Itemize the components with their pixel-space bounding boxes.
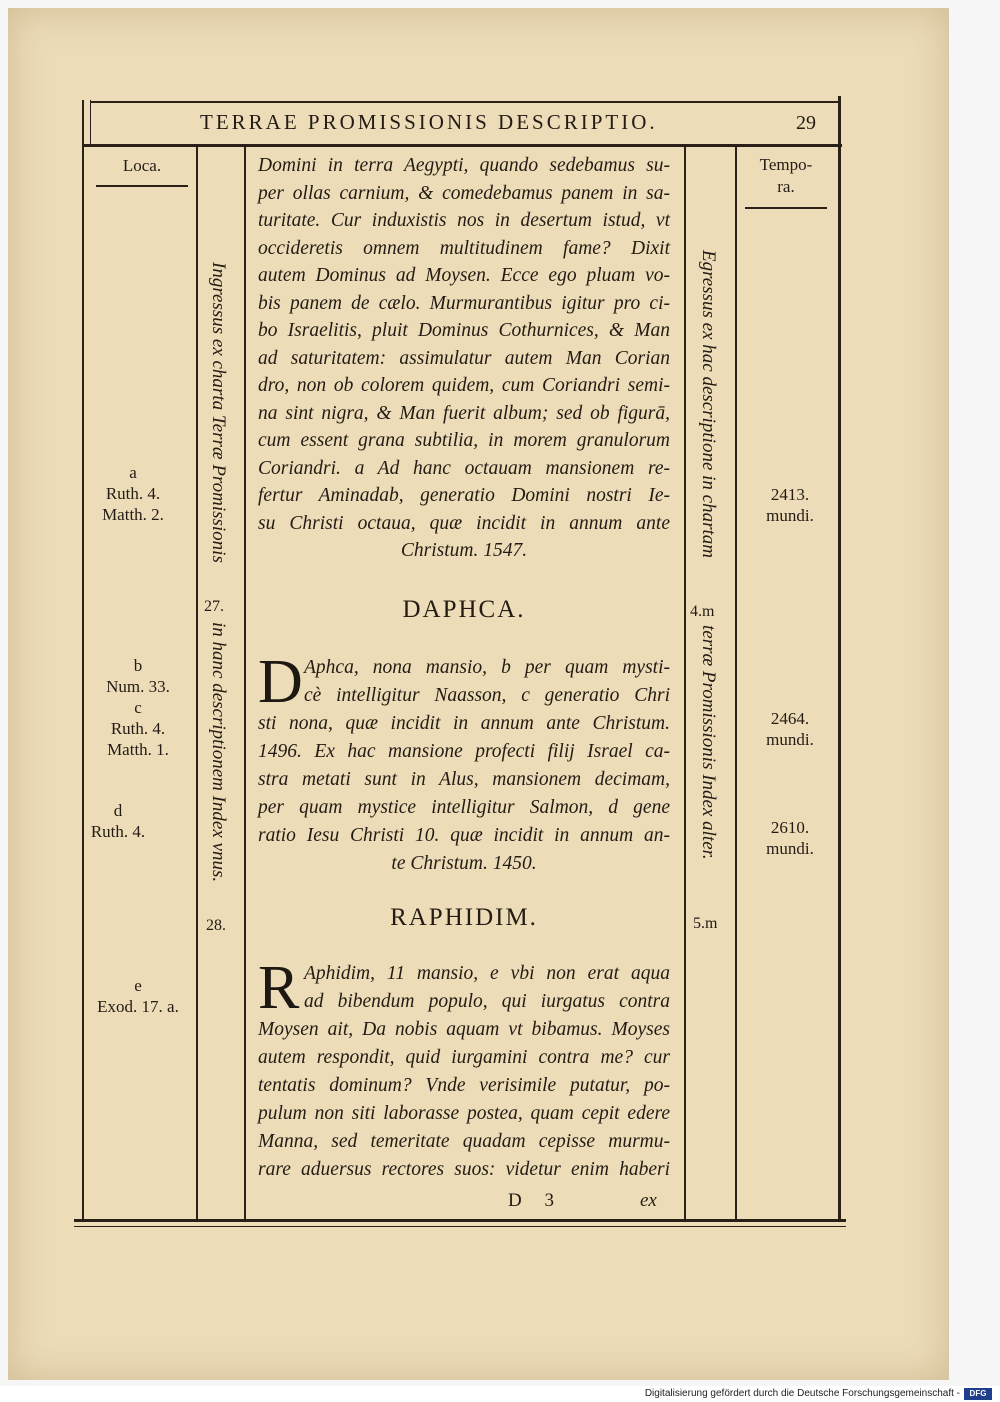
loca-heading: Loca. — [122, 156, 162, 175]
note-ref: Ruth. 4. — [105, 484, 161, 503]
section-title-raphidim: RAPHIDIM. — [390, 904, 538, 931]
tempora-note-1 — [748, 484, 832, 526]
text-line: pulum non siti laborasse postea, quam cepit edere — [258, 1103, 670, 1124]
frame-right-outer — [838, 96, 841, 1222]
note-ref: Ruth. 4. — [90, 822, 146, 841]
loca-underline — [96, 185, 188, 187]
col-rule-3 — [684, 146, 686, 1222]
col-rule-1 — [196, 146, 198, 1222]
text-line: ad bibendum populo, qui iurgatus contra — [304, 991, 670, 1012]
frame-left-outer — [82, 100, 84, 1222]
page-number: 29 — [796, 112, 816, 134]
text-line: turitate. Cur induxistis nos in desertum istud, vt — [258, 210, 670, 231]
tempora-underline — [745, 207, 827, 209]
inner-left-number-28: 28. — [206, 917, 226, 934]
margin-note-b — [90, 655, 186, 760]
text-line: tentatis dominum? Vnde verisimile putatur, po- — [258, 1075, 670, 1096]
col-rule-4 — [735, 146, 737, 1222]
text-line: Coriandri. a Ad hanc octauam mansionem re- — [258, 457, 670, 479]
frame-bottom-rule — [74, 1219, 846, 1222]
text-line: per ollas carnium, & comedebamus panem in sa- — [258, 182, 670, 204]
header-rule-top — [90, 101, 838, 103]
note-ref: Matth. 2. — [102, 505, 164, 524]
dfg-logo: DFG — [964, 1388, 992, 1400]
tempora-heading-1: Tempo- — [759, 155, 813, 174]
inner-right-mark-5m: 5.m — [693, 915, 718, 932]
text-line: bis panem de cælo. Murmurantibus igitur pro ci- — [258, 292, 670, 314]
text-line: bo Israelitis, pluit Dominus Cothurnices, & Man — [258, 320, 670, 341]
margin-note-d — [88, 800, 148, 842]
dropcap-d: D — [258, 648, 303, 716]
text-line-last: Christum. 1547. — [400, 540, 528, 561]
year-unit: mundi. — [766, 839, 814, 858]
catchword: ex — [640, 1190, 657, 1211]
inner-left-number-27: 27. — [204, 598, 224, 615]
note-letter: c — [134, 698, 142, 717]
text-line: na sint nigra, & Man fuerit album; sed ob figurā, — [258, 402, 670, 424]
text-line: occideretis omnem multitudinem fame? Dixit — [258, 237, 670, 259]
text-line: fertur Aminadab, generatio Domini nostri Ie- — [258, 485, 670, 506]
funding-credit: Digitalisierung gefördert durch die Deutsche Forschungsgemeinschaft - — [644, 1388, 960, 1399]
year-value: 2610. — [770, 818, 810, 837]
year-value: 2464. — [770, 709, 810, 728]
footer-bar — [0, 1386, 1000, 1402]
frame-bottom-rule-2 — [74, 1226, 846, 1227]
note-letter: b — [133, 656, 143, 675]
inner-left-vertical-text-b: in hanc descriptionem Index vnus. — [208, 622, 229, 883]
text-line: Moysen ait, Da nobis aquam vt bibamus. Moyses — [258, 1019, 670, 1040]
text-line: dro, non ob colorem quidem, cum Coriandri semi- — [258, 375, 670, 396]
year-unit: mundi. — [766, 506, 814, 525]
inner-right-vertical-text-b: terræ Promissionis Index alter. — [698, 625, 719, 860]
frame-left-inner — [90, 100, 91, 146]
text-line: autem respondit, quid iurgamini contra me? cur — [258, 1047, 670, 1068]
note-ref: Ruth. 4. — [110, 719, 166, 738]
tempora-note-2 — [748, 708, 832, 750]
text-line: su Christi octaua, quæ incidit in annum ante — [258, 512, 670, 534]
inner-left-vertical-text-a: Ingressus ex charta Terræ Promissionis — [208, 262, 229, 563]
inner-right-vertical-text-a: Egressus ex hac descriptione in chartam — [698, 250, 719, 558]
text-line: autem Dominus ad Moysen. Ecce ego pluam vo- — [258, 265, 670, 286]
text-line: Aphca, nona mansio, b per quam mysti- — [304, 657, 670, 678]
year-unit: mundi. — [766, 730, 814, 749]
year-value: 2413. — [770, 485, 810, 504]
running-title: TERRAE PROMISSIONIS DESCRIPTIO. — [200, 110, 658, 134]
dropcap-r: R — [258, 954, 300, 1022]
margin-note-a — [90, 462, 176, 525]
text-line: rare aduersus rectores suos: videtur enim haberi — [258, 1159, 670, 1180]
inner-right-mark-4m: 4.m — [690, 603, 715, 620]
tempora-heading-2: ra. — [777, 177, 795, 196]
section-title-daphca: DAPHCA. — [402, 596, 526, 623]
text-line: sti nona, quæ incidit in annum ante Christum. — [258, 713, 670, 734]
note-ref: Matth. 1. — [107, 740, 169, 759]
text-line: stra metati sunt in Alus, mansionem decimam, — [258, 769, 670, 790]
note-letter: a — [129, 463, 137, 482]
note-ref: Exod. 17. a. — [97, 997, 179, 1016]
signature-mark: D 3 — [508, 1190, 554, 1211]
tempora-note-3 — [748, 817, 832, 859]
note-ref: Num. 33. — [106, 677, 170, 696]
text-line: cum essent grana subtilia, in morem granulorum — [258, 430, 670, 451]
text-line-last: te Christum. 1450. — [391, 853, 537, 874]
text-line: ratio Iesu Christi 10. quæ incidit in annum an- — [258, 825, 670, 846]
text-line: cè intelligitur Naasson, c generatio Chri — [304, 685, 670, 706]
note-letter: d — [113, 801, 123, 820]
text-line: Domini in terra Aegypti, quando sedebamus su- — [258, 155, 670, 176]
text-line: Aphidim, 11 mansio, e vbi non erat aqua — [304, 963, 670, 984]
note-letter: e — [134, 976, 142, 995]
text-line: per quam mystice intelligitur Salmon, d gene — [258, 797, 670, 818]
text-line: ad saturitatem: assimulatur autem Man Corian — [258, 347, 670, 369]
col-rule-2 — [244, 146, 246, 1222]
text-line: Manna, sed temeritate quadam cepisse murmu- — [258, 1131, 670, 1152]
margin-note-e — [90, 975, 186, 1017]
text-line: 1496. Ex hac mansione profecti filij Israel ca- — [258, 741, 670, 762]
